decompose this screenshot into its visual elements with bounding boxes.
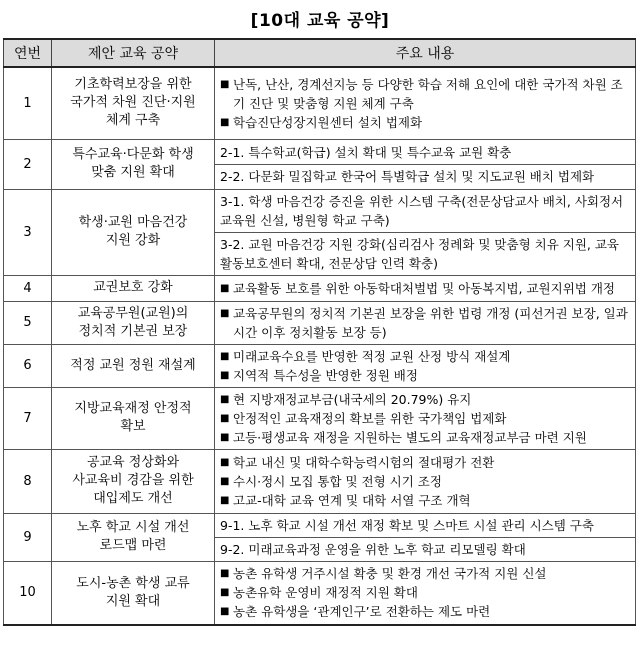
bullet-item <box>220 409 630 428</box>
bullet-item <box>220 366 630 385</box>
table-row <box>4 561 636 625</box>
bullet-square-icon: ■ <box>220 412 230 424</box>
pledge-name: 공교육 정상화와 사교육비 경감을 위한 대입제도 개선 <box>52 449 215 513</box>
table-row <box>4 189 636 275</box>
pledge-name: 교육공무원(교원)의 정치적 기본권 보장 <box>52 301 215 344</box>
bullet-square-icon: ■ <box>220 494 230 506</box>
pledge-content <box>215 387 636 449</box>
content-block <box>220 279 630 298</box>
row-number: 10 <box>4 561 52 625</box>
table-row <box>4 387 636 449</box>
item-text: 농촌 유학생을 ‘관계인구’로 전환하는 제도 마련 <box>233 604 491 620</box>
bullet-square-icon: ■ <box>220 431 230 443</box>
bullet-item <box>220 472 630 491</box>
item-text: 현 지방재정교부금(내국세의 20.79%) 유지 <box>233 391 472 407</box>
sub-item <box>220 516 630 535</box>
item-text: 교육공무원의 정치적 기본권 보장을 위한 법령 개정 (피선거권 보장, 일과 시간 이후 정치활동 보장 등) <box>233 305 628 340</box>
pledge-content <box>215 513 636 561</box>
pledge-name: 노후 학교 시설 개선 로드맵 마련 <box>52 513 215 561</box>
item-text: 3-1. 학생 마음건강 증진을 위한 시스템 구축(전문상담교사 배치, 사회정서교육원 신설, 병원형 학교 구축) <box>220 193 624 228</box>
table-row <box>4 67 636 139</box>
pledge-content <box>215 301 636 344</box>
pledge-content <box>215 189 636 275</box>
bullet-square-icon: ■ <box>220 568 230 580</box>
pledge-name: 기초학력보장을 위한 국가적 차원 진단·지원 체계 구축 <box>52 67 215 139</box>
header-row <box>4 39 636 67</box>
item-text: 난독, 난산, 경계선지능 등 다양한 학습 저해 요인에 대한 국가적 차원 조기 진단 및 맞춤형 지원 체계 구축 <box>233 76 623 111</box>
content-block <box>215 164 635 186</box>
item-text: 학교 내신 및 대학수학능력시험의 절대평가 전환 <box>233 454 495 470</box>
bullet-item <box>220 390 630 409</box>
content-block <box>220 143 630 162</box>
content-block <box>220 304 630 342</box>
item-text: 9-2. 미래교육과정 운영을 위한 노후 학교 리모델링 확대 <box>220 541 526 557</box>
bullet-square-icon: ■ <box>220 606 230 618</box>
header-pledge: 제안 교육 공약 <box>52 39 215 67</box>
content-block <box>220 564 630 621</box>
table-title: [10대 교육 공약] <box>250 11 390 31</box>
bullet-square-icon: ■ <box>220 78 230 90</box>
bullet-item <box>220 491 630 510</box>
row-number: 8 <box>4 449 52 513</box>
pledge-content <box>215 344 636 387</box>
row-number: 1 <box>4 67 52 139</box>
bullet-item <box>220 75 630 113</box>
pledge-name: 적정 교원 정원 재설계 <box>52 344 215 387</box>
bullet-square-icon: ■ <box>220 587 230 599</box>
content-block <box>215 232 635 273</box>
content-block <box>220 453 630 510</box>
bullet-square-icon: ■ <box>220 116 230 128</box>
table-row <box>4 449 636 513</box>
row-number: 9 <box>4 513 52 561</box>
item-text: 안정적인 교육재정의 확보를 위한 국가책임 법제화 <box>233 410 507 426</box>
content-block <box>220 390 630 447</box>
item-text: 3-2. 교원 마음건강 지원 강화(심리검사 정례화 및 맞춤형 치유 지원, 교육활동보호센터 확대, 전문상담 인력 확충) <box>220 236 619 271</box>
item-text: 고등·평생교육 재정을 지원하는 별도의 교육재정교부금 마련 지원 <box>233 429 587 445</box>
bullet-item <box>220 428 630 447</box>
table-body <box>4 67 636 625</box>
item-text: 농촌 유학생 거주시설 확충 및 환경 개선 국가적 지원 신설 <box>233 566 547 582</box>
table-row <box>4 513 636 561</box>
item-text: 미래교육수요를 반영한 적정 교원 산정 방식 재설계 <box>233 348 511 364</box>
item-text: 학습진단성장지원센터 설치 법제화 <box>233 114 423 130</box>
item-text: 교육활동 보호를 위한 아동학대처벌법 및 아동복지법, 교원지위법 개정 <box>233 280 615 296</box>
item-text: 2-2. 다문화 밀집학교 한국어 특별학급 설치 및 지도교원 배치 법제화 <box>220 168 595 184</box>
pledge-name: 학생·교원 마음건강 지원 강화 <box>52 189 215 275</box>
sub-item <box>220 235 630 273</box>
item-text: 수시·정시 모집 통합 및 전형 시기 조정 <box>233 473 442 489</box>
pledge-name: 도시-농촌 학생 교류 지원 확대 <box>52 561 215 625</box>
table-row <box>4 275 636 301</box>
header-number: 연번 <box>4 39 52 67</box>
row-number: 7 <box>4 387 52 449</box>
sub-item <box>220 143 630 162</box>
bullet-item <box>220 113 630 132</box>
table-row <box>4 139 636 189</box>
header-content: 주요 내용 <box>215 39 636 67</box>
bullet-item <box>220 583 630 602</box>
pledge-content <box>215 67 636 139</box>
bullet-item <box>220 304 630 342</box>
table-row <box>4 344 636 387</box>
item-text: 9-1. 노후 학교 시설 개선 재정 확보 및 스마트 시설 관리 시스템 구축 <box>220 517 594 533</box>
pledge-name: 교권보호 강화 <box>52 275 215 301</box>
content-block <box>220 347 630 385</box>
item-text: 농촌유학 운영비 재정적 지원 확대 <box>233 585 418 601</box>
content-block <box>215 537 635 559</box>
bullet-item <box>220 453 630 472</box>
sub-item <box>220 167 630 186</box>
row-number: 4 <box>4 275 52 301</box>
pledge-content <box>215 449 636 513</box>
pledge-table <box>3 38 636 626</box>
bullet-item <box>220 347 630 366</box>
content-block <box>220 75 630 132</box>
bullet-square-icon: ■ <box>220 369 230 381</box>
pledge-content <box>215 561 636 625</box>
bullet-item <box>220 279 630 298</box>
bullet-square-icon: ■ <box>220 307 230 319</box>
row-number: 3 <box>4 189 52 275</box>
sub-item <box>220 192 630 230</box>
item-text: 지역적 특수성을 반영한 정원 배정 <box>233 367 418 383</box>
bullet-square-icon: ■ <box>220 282 230 294</box>
item-text: 고교-대학 교육 연계 및 대학 서열 구조 개혁 <box>233 492 471 508</box>
item-text: 2-1. 특수학교(학급) 설치 확대 및 특수교육 교원 확충 <box>220 144 512 160</box>
sub-item <box>220 540 630 559</box>
pledge-name: 지방교육재정 안정적 확보 <box>52 387 215 449</box>
pledge-content <box>215 139 636 189</box>
content-block <box>220 516 630 535</box>
pledge-content <box>215 275 636 301</box>
row-number: 6 <box>4 344 52 387</box>
bullet-square-icon: ■ <box>220 475 230 487</box>
content-block <box>220 192 630 230</box>
row-number: 2 <box>4 139 52 189</box>
row-number: 5 <box>4 301 52 344</box>
bullet-item <box>220 602 630 621</box>
bullet-square-icon: ■ <box>220 350 230 362</box>
bullet-item <box>220 564 630 583</box>
table-row <box>4 301 636 344</box>
pledge-name: 특수교육·다문화 학생 맞춤 지원 확대 <box>52 139 215 189</box>
bullet-square-icon: ■ <box>220 393 230 405</box>
bullet-square-icon: ■ <box>220 456 230 468</box>
